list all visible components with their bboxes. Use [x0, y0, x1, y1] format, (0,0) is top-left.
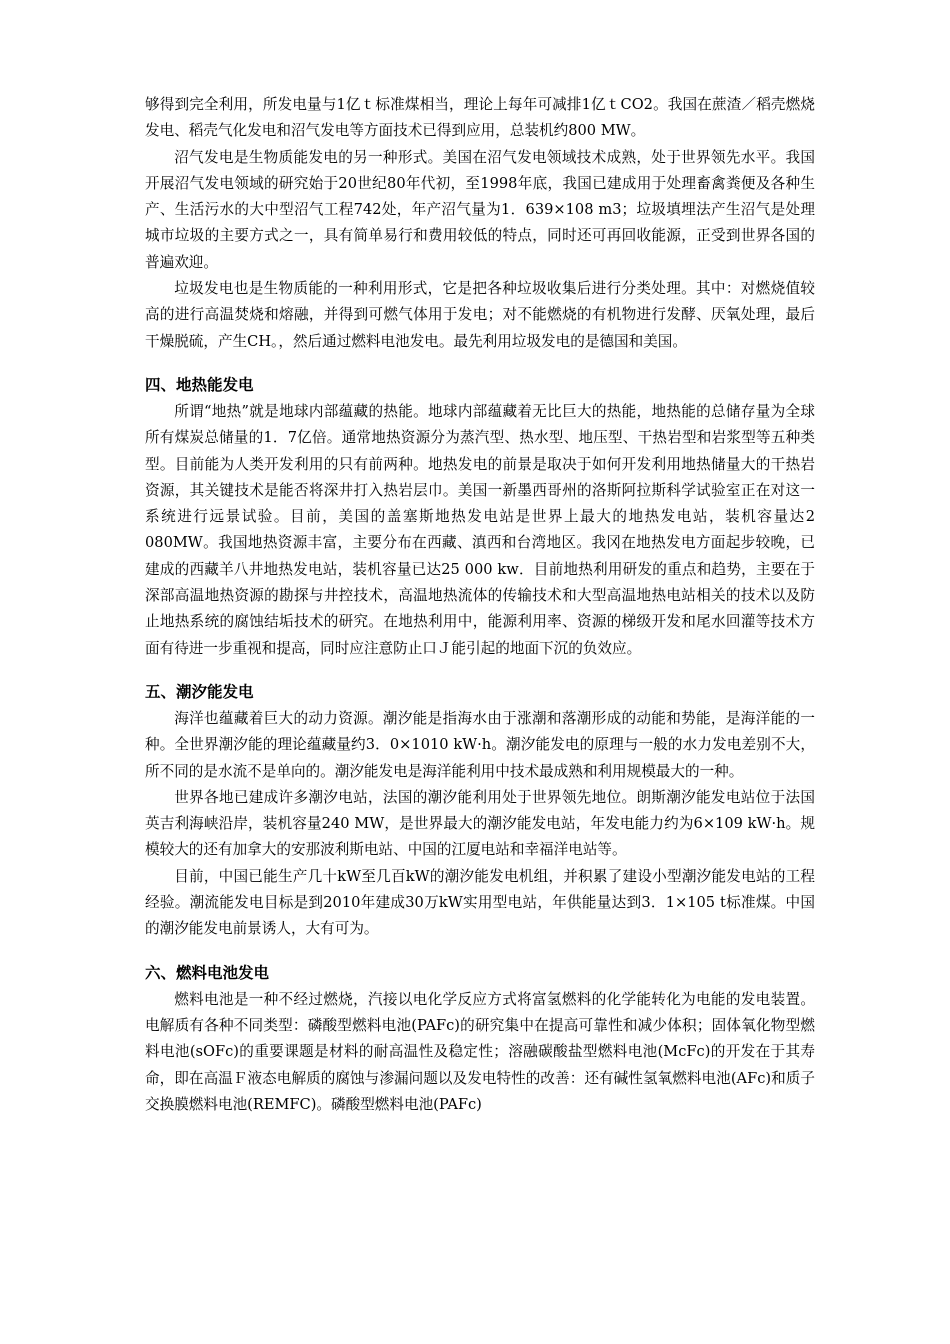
paragraph: 世界各地已建成许多潮汐电站，法国的潮汐能利用处于世界领先地位。朗斯潮汐能发电站位于法国英吉利海峡沿岸，装机容量240 MW，是世界最大的潮汐能发电站，年发电能力约为6×109 kW·h。规模较大的还有加拿大的安那波利斯电站、中国的江厦电站和幸福洋电站等。	[145, 788, 815, 859]
section-heading: 四、地热能发电	[145, 375, 254, 394]
section-heading: 五、潮汐能发电	[145, 682, 254, 701]
paragraph: 沼气发电是生物质能发电的另一种形式。美国在沼气发电领域技术成熟，处于世界领先水平。我国开展沼气发电领域的研究始于20世纪80年代初，至1998年底，我国已建成用于处理畜禽粪便及各种生产、生活污水的大中型沼气工程742处，年产沼气量为1．639×108 m3；垃圾填埋法产生沼气是处理城市垃圾的主要方式之一，具有简单易行和费用较低的特点，同时还可再回收能源，正受到世界各国的普遍欢迎。	[145, 148, 815, 271]
paragraph: 燃料电池是一种不经过燃烧，汽接以电化学反应方式将富氢燃料的化学能转化为电能的发电装置。电解质有各种不同类型：磷酸型燃料电池(PAFc)的研究集中在提高可靠性和减少体积；固体氧化物型燃料电池(sOFc)的重要课题是材料的耐高温性及稳定性；溶融碳酸盐型燃料电池(McFc)的开发在于其寿命，即在高温Ｆ液态电解质的腐蚀与渗漏问题以及发电特性的改善：还有碱性氢氧燃料电池(AFc)和质子交换膜燃料电池(REMFC)。磷酸型燃料电池(PAFc)	[145, 990, 815, 1113]
paragraph: 目前，中国已能生产几十kW至几百kW的潮汐能发电机组，并积累了建设小型潮汐能发电站的工程经验。潮流能发电目标是到2010年建成30万kW实用型电站，年供能量达到3．1×105 t标准煤。中国的潮汐能发电前景诱人，大有可为。	[145, 867, 815, 938]
paragraph: 海洋也蕴藏着巨大的动力资源。潮汐能是指海水由于涨潮和落潮形成的动能和势能，是海洋能的一种。全世界潮汐能的理论蕴藏量约3．0×1010 kW·h。潮汐能发电的原理与一般的水力发电差别不大，所不同的是水流不是单向的。潮汐能发电是海洋能利用中技术最成熟和利用规模最大的一种。	[145, 709, 815, 780]
document-page	[145, 92, 815, 1118]
paragraph: 所谓“地热”就是地球内部蕴藏的热能。地球内部蕴藏着无比巨大的热能，地热能的总储存量为全球所有煤炭总储量的1．7亿倍。通常地热资源分为蒸汽型、热水型、地压型、干热岩型和岩浆型等五种类型。目前能为人类开发利用的只有前两种。地热发电的前景是取决于如何开发利用地热储量大的干热岩资源，其关键技术是能否将深井打入热岩层巾。美国一新墨西哥州的洛斯阿拉斯科学试验室正在对这一系统进行远景试验。目前，美国的盖塞斯地热发电站是世界上最大的地热发电站，装机容量达2 080MW。我国地热资源丰富，主要分布在西藏、滇西和台湾地区。我冈在地热发电方面起步较晚，已建成的西藏羊八井地热发电站，装机容量已达25 000 kw．目前地热利用研发的重点和趋势，主要在于深部高温地热资源的勘探与井控技术，高温地热流体的传输技术和大型高温地热电站相关的技术以及防止地热系统的腐蚀结垢技术的研究。在地热利用中，能源利用率、资源的梯级开发和尾水回灌等技术方面有待进一步重视和提高，同时应注意防止口Ｊ能引起的地面下沉的负效应。	[145, 402, 815, 657]
paragraph: 垃圾发电也是生物质能的一种利用形式，它是把各种垃圾收集后进行分类处理。其中：对燃烧值较高的进行高温焚烧和熔融，并得到可燃气体用于发电；对不能燃烧的有机物进行发酵、厌氧处理，最后干燥脱硫，产生CH。，然后通过燃料电池发电。最先利用垃圾发电的是德国和美国。	[145, 280, 815, 350]
paragraph: 够得到完全利用，所发电量与1亿ｔ标准煤相当，理论上每年可减排1亿ｔCO2。我国在蔗渣／稻壳燃烧发电、稻壳气化发电和沼气发电等方面技术已得到应用，总装机约800 MW。	[145, 96, 815, 140]
section-heading: 六、燃料电池发电	[145, 963, 270, 982]
